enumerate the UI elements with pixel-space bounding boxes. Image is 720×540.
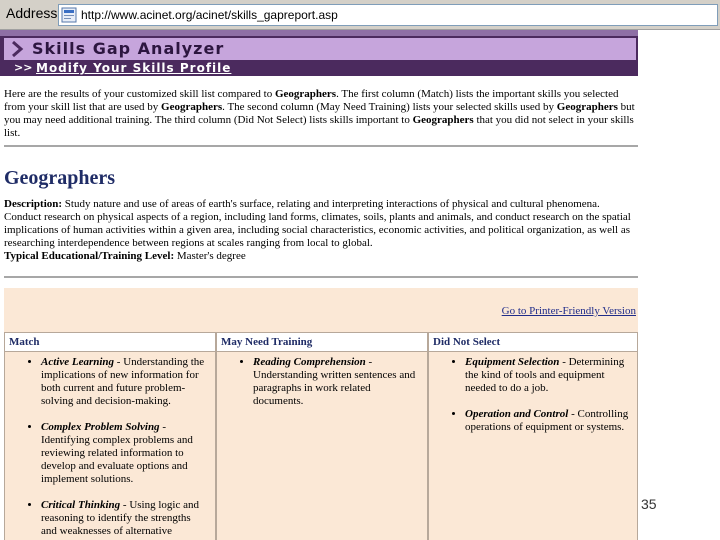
education-level-value: Master's degree (174, 250, 246, 262)
intro-occupation: Geographers (274, 88, 337, 100)
list-item (41, 499, 207, 538)
divider (4, 276, 638, 278)
address-input[interactable] (58, 4, 718, 26)
skill-name[interactable]: Critical Thinking (41, 499, 121, 511)
address-url: http://www.acinet.org/acinet/skills_gapreport.asp (81, 8, 338, 22)
education-level-label: Typical Educational/Training Level: (4, 250, 175, 262)
column-body (217, 352, 427, 408)
chevron-right-icon (10, 40, 24, 58)
description-label: Description: (4, 198, 63, 210)
double-chevron-icon: >> (14, 61, 33, 74)
skill-description: - Determining the kind of tools and equipment needed to do a job. (465, 356, 625, 394)
skill-description: - Identifying complex problems and reviewing related information to develop and evaluate options and implement solutions. (41, 421, 193, 485)
list-item (41, 421, 207, 486)
intro-occupation: Geographers (556, 101, 618, 113)
skill-description: - Using logic and reasoning to identify the strengths and weaknesses of alternative (41, 499, 199, 537)
skill-name[interactable]: Reading Comprehension (253, 356, 366, 368)
occupation-description (4, 198, 636, 250)
intro-part: . The second column (May Need Training) lists your selected skills used by (222, 101, 557, 113)
skill-name[interactable]: Equipment Selection (465, 356, 560, 368)
list-item (465, 356, 629, 395)
description-text: Study nature and use of areas of earth's surface, relating and interpreting interactions of physical and cultural phenomena. Conduct research on physical aspects of a region, including land forms, climates, soils, plants and animals, and conduct research on the spatial implications of human activities within a given area, including social characteristics, economic activities, and political organization, as well as researching interdependence between regions at scales ranging from local to global. (4, 198, 631, 249)
column-body (5, 352, 215, 538)
intro-part: but you may need additional training. The third column (Did Not Select) lists skills important to (4, 101, 635, 126)
may-need-training-column (216, 332, 428, 540)
skill-name[interactable]: Complex Problem Solving (41, 421, 160, 433)
banner-stripe (0, 30, 638, 36)
match-column (4, 332, 216, 540)
intro-part: Here are the results of your customized skill list compared to (4, 88, 275, 100)
site-banner (0, 30, 638, 76)
intro-occupation: Geographers (412, 114, 474, 126)
results-panel (4, 288, 638, 540)
did-not-select-column (428, 332, 638, 540)
intro-occupation: Geographers (161, 101, 223, 113)
list-item (465, 408, 629, 434)
education-level (4, 250, 246, 263)
intro-text (4, 88, 636, 140)
skill-description: - Understanding the implications of new information for both current and future problem-solving and decision-making. (41, 356, 205, 407)
list-item (253, 356, 419, 408)
address-label: Address (6, 5, 58, 21)
page-icon (61, 7, 77, 23)
column-header: May Need Training (217, 333, 427, 352)
skill-description: - Controlling operations of equipment or systems. (465, 408, 629, 433)
slide-number: 35 (641, 496, 657, 512)
banner-title: Skills Gap Analyzer (32, 39, 225, 58)
skill-name[interactable]: Active Learning (41, 356, 115, 368)
printer-friendly-link[interactable]: Go to Printer-Friendly Version (501, 305, 636, 317)
address-bar (0, 0, 720, 30)
occupation-title: Geographers (4, 167, 116, 189)
skill-description: - Understanding written sentences and paragraphs in work related documents. (253, 356, 416, 407)
web-page (0, 30, 638, 540)
column-header: Did Not Select (429, 333, 637, 352)
divider (4, 145, 638, 147)
intro-part: . The first column (Match) lists the important skills you selected from your skill list that are used by (4, 88, 619, 113)
modify-skills-profile-link[interactable]: Modify Your Skills Profile (36, 61, 232, 75)
intro-part: that you did not select in your skills list. (4, 114, 634, 139)
list-item (41, 356, 207, 408)
column-body (429, 352, 637, 434)
column-header: Match (5, 333, 215, 352)
skill-name[interactable]: Operation and Control (465, 408, 569, 420)
